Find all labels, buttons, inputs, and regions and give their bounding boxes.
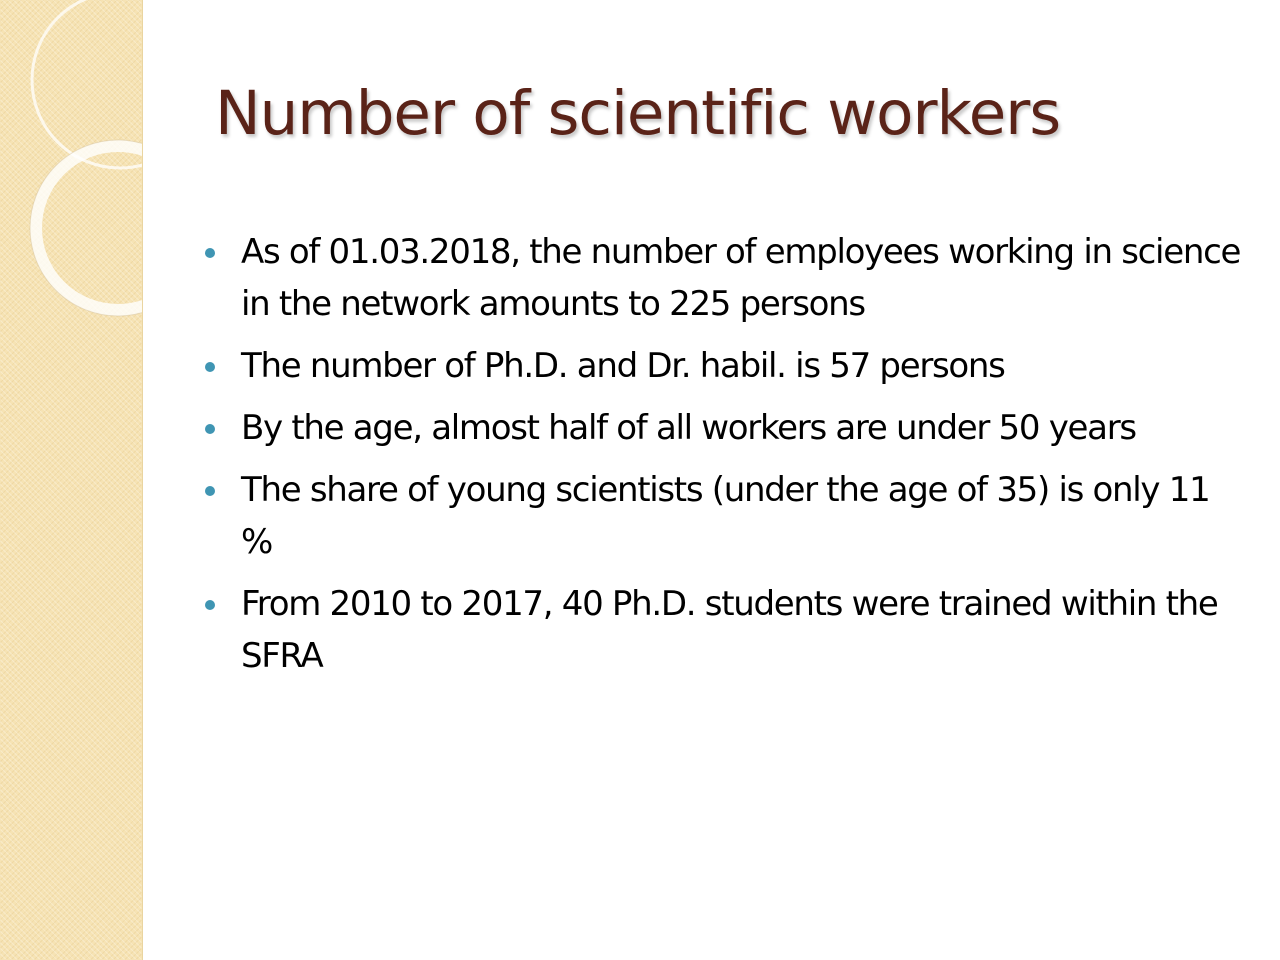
bullet-dot-icon (205, 486, 215, 496)
bullet-dot-icon (205, 248, 215, 258)
bullet-item (205, 578, 1245, 682)
bullet-item (205, 402, 1245, 454)
bullet-item (205, 464, 1245, 568)
bullet-text: The share of young scientists (under the age of 35) is only 11 % (241, 470, 1210, 562)
decorative-circles (0, 0, 142, 400)
bullet-text: By the age, almost half of all workers are under 50 years (241, 408, 1136, 448)
bullet-dot-icon (205, 600, 215, 610)
bullet-text: From 2010 to 2017, 40 Ph.D. students were trained within the SFRA (241, 584, 1218, 676)
bullet-dot-icon (205, 424, 215, 434)
decorative-side-band (0, 0, 143, 960)
bullet-item (205, 226, 1245, 330)
bullet-text: The number of Ph.D. and Dr. habil. is 57 persons (241, 346, 1005, 386)
slide-title: Number of scientific workers (215, 78, 1061, 149)
bullet-list (205, 226, 1245, 692)
bullet-text: As of 01.03.2018, the number of employees working in science in the network amounts to 225 persons (241, 232, 1241, 324)
bullet-dot-icon (205, 362, 215, 372)
bullet-item (205, 340, 1245, 392)
